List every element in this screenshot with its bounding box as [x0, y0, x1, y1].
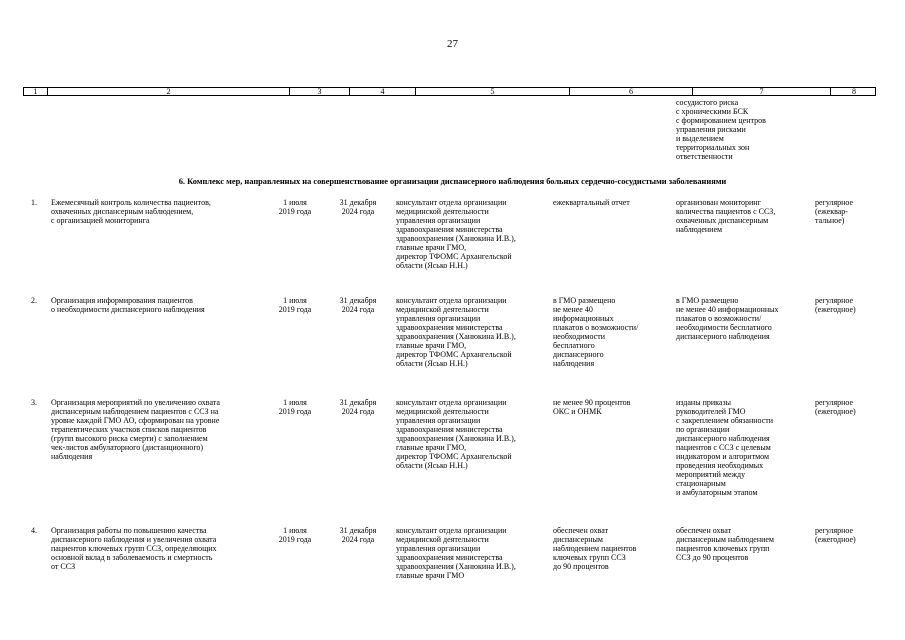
measure-text-line: диспансерным наблюдением пациентов с ССЗ на	[51, 407, 219, 416]
responsible-line: здравоохранения (Ханюкина И.В.),	[396, 332, 516, 341]
measure-text-line: терапевтических участков списков пациентов	[51, 425, 207, 434]
continuation-col7-line: территориальных зон	[676, 143, 750, 152]
responsible-line: области (Ясько Н.Н.)	[396, 359, 468, 368]
result-line: и амбулаторным этапом	[676, 488, 758, 497]
measure-text-line: о необходимости диспансерного наблюдения	[51, 305, 205, 314]
measure-text-line: охваченных диспансерным наблюдением,	[51, 207, 194, 216]
result-line: диспансерным наблюдением	[676, 535, 774, 544]
measure-text-line: с организацией мониторинга	[51, 216, 150, 225]
result-line: не менее 40 информационных	[676, 305, 779, 314]
indicator-line: ключевых групп ССЗ	[553, 553, 626, 562]
continuation-col7-line: с хроническими БСК	[676, 107, 749, 116]
indicator-line: наблюдения	[553, 359, 595, 368]
header-col-5: 5	[415, 88, 569, 95]
start-date-line: 2019 года	[278, 305, 312, 314]
responsible-line: управления организации	[396, 416, 481, 425]
result-line: ССЗ до 90 процентов	[676, 553, 749, 562]
indicator-line: ОКС и ОНМК	[553, 407, 602, 416]
measure-text-line: уровне каждой ГМО АО, сформирован на уровне	[51, 416, 220, 425]
row-number-line: 4.	[31, 526, 37, 535]
frequency-line: регулярное	[815, 198, 854, 207]
responsible-line: управления организации	[396, 216, 481, 225]
result-line: руководителей ГМО	[676, 407, 746, 416]
end-date-line: 2024 года	[341, 305, 375, 314]
measure-text-line: от ССЗ	[51, 562, 76, 571]
indicator-line: до 90 процентов	[553, 562, 609, 571]
frequency-line: (ежегодное)	[815, 305, 856, 314]
continuation-col7-line: и выделением	[676, 134, 724, 143]
result-line: охваченных диспансерным	[676, 216, 769, 225]
end-date-line: 31 декабря	[339, 398, 377, 407]
responsible-line: главные врачи ГМО,	[396, 443, 467, 452]
result-line: количества пациентов с ССЗ,	[676, 207, 776, 216]
indicator-line: не менее 40	[553, 305, 593, 314]
result-line: плакатов о возможности/	[676, 314, 762, 323]
frequency-line: (ежегодное)	[815, 535, 856, 544]
measure-text-line: Организация мероприятий по увеличению охвата	[51, 398, 220, 407]
result-line: индикатором и алгоритмом	[676, 452, 770, 461]
result-line: в ГМО размещено	[676, 296, 739, 305]
measure-text-line: основной вклад в заболеваемость и смертность	[51, 553, 213, 562]
end-date-line: 31 декабря	[339, 296, 377, 305]
indicator-line: диспансерного	[553, 350, 604, 359]
measure-text-line: чек-листов амбулаторного (дистанционного)	[51, 443, 204, 452]
responsible-line: области (Ясько Н.Н.)	[396, 461, 468, 470]
frequency-line: тальное)	[815, 216, 845, 225]
row-number-line: 3.	[31, 398, 37, 407]
start-date-line: 2019 года	[278, 207, 312, 216]
end-date-line: 2024 года	[341, 407, 375, 416]
frequency-line: (ежеквар-	[815, 207, 848, 216]
responsible-line: здравоохранения министерства	[396, 323, 503, 332]
measure-text-line: диспансерного наблюдения и увеличения охвата	[51, 535, 217, 544]
result-line: проведения необходимых	[676, 461, 764, 470]
responsible-line: здравоохранения министерства	[396, 425, 503, 434]
responsible-line: области (Ясько Н.Н.)	[396, 261, 468, 270]
indicator-line: обеспечен охват	[553, 526, 609, 535]
responsible-line: здравоохранения (Ханюкина И.В.),	[396, 434, 516, 443]
indicator-line: диспансерным	[553, 535, 603, 544]
indicator-line: информационных	[553, 314, 614, 323]
measure-text-line: Ежемесячный контроль количества пациентов,	[51, 198, 211, 207]
frequency-line: регулярное	[815, 526, 854, 535]
indicator-line: в ГМО размещено	[553, 296, 616, 305]
result-line: необходимости бесплатного	[676, 323, 772, 332]
measure-text-line: Организация работы по повышению качества	[51, 526, 207, 535]
responsible-line: директор ТФОМС Архангельской	[396, 252, 512, 261]
responsible-line: медицинской деятельности	[396, 207, 489, 216]
end-date-line: 2024 года	[341, 207, 375, 216]
responsible-line: директор ТФОМС Архангельской	[396, 350, 512, 359]
responsible-line: главные врачи ГМО,	[396, 341, 467, 350]
frequency-line: регулярное	[815, 398, 854, 407]
start-date-line: 2019 года	[278, 535, 312, 544]
responsible-line: здравоохранения (Ханюкина И.В.),	[396, 234, 516, 243]
responsible-line: директор ТФОМС Архангельской	[396, 452, 512, 461]
result-line: диспансерного наблюдения	[676, 332, 770, 341]
indicator-line: бесплатного	[553, 341, 595, 350]
row-number-line: 2.	[31, 296, 37, 305]
indicator-line: необходимости	[553, 332, 606, 341]
table-header-row	[23, 87, 876, 96]
measure-text-line: пациентов ключевых групп ССЗ, определяющих	[51, 544, 217, 553]
section-title: 6. Комплекс мер, направленных на совершенствование организации диспансерного наблюдения больных сердечно-сосудистыми заболеваниями	[178, 177, 727, 186]
page-number: 27	[447, 38, 458, 50]
frequency-line: регулярное	[815, 296, 854, 305]
continuation-col7-line: с формированием центров	[676, 116, 766, 125]
start-date-line: 1 июля	[283, 198, 307, 207]
header-col-8: 8	[830, 88, 877, 95]
responsible-line: медицинской деятельности	[396, 535, 489, 544]
end-date-line: 2024 года	[341, 535, 375, 544]
result-line: мероприятий между	[676, 470, 746, 479]
responsible-line: консультант отдела организации	[396, 526, 507, 535]
measure-text-line: Организация информирования пациентов	[51, 296, 193, 305]
responsible-line: главные врачи ГМО,	[396, 243, 467, 252]
header-col-2: 2	[47, 88, 289, 95]
measure-text-line: (групп высокого риска смерти) с заполнением	[51, 434, 208, 443]
result-line: по организации	[676, 425, 730, 434]
responsible-line: консультант отдела организации	[396, 198, 507, 207]
responsible-line: управления организации	[396, 314, 481, 323]
indicator-line: плакатов о возможности/	[553, 323, 639, 332]
result-line: диспансерного наблюдения	[676, 434, 770, 443]
responsible-line: здравоохранения (Ханюкина И.В.),	[396, 562, 516, 571]
result-line: наблюдением	[676, 225, 723, 234]
continuation-col7-line: ответственности	[676, 152, 733, 161]
header-col-7: 7	[692, 88, 830, 95]
start-date-line: 1 июля	[283, 296, 307, 305]
result-line: пациентов ключевых групп	[676, 544, 770, 553]
continuation-col7-line: управления рисками	[676, 125, 746, 134]
frequency-line: (ежегодное)	[815, 407, 856, 416]
header-col-3: 3	[289, 88, 349, 95]
responsible-line: главные врачи ГМО	[396, 571, 465, 580]
start-date-line: 1 июля	[283, 398, 307, 407]
indicator-line: наблюдением пациентов	[553, 544, 637, 553]
measure-text-line: наблюдения	[51, 452, 93, 461]
result-line: пациентов с ССЗ с целевым	[676, 443, 771, 452]
header-col-4: 4	[349, 88, 415, 95]
responsible-line: консультант отдела организации	[396, 398, 507, 407]
responsible-line: здравоохранения министерства	[396, 225, 503, 234]
result-line: стационарным	[676, 479, 726, 488]
responsible-line: здравоохранения министерства	[396, 553, 503, 562]
result-line: изданы приказы	[676, 398, 731, 407]
result-line: обеспечен охват	[676, 526, 732, 535]
start-date-line: 1 июля	[283, 526, 307, 535]
responsible-line: медицинской деятельности	[396, 407, 489, 416]
responsible-line: управления организации	[396, 544, 481, 553]
result-line: организован мониторинг	[676, 198, 761, 207]
end-date-line: 31 декабря	[339, 198, 377, 207]
end-date-line: 31 декабря	[339, 526, 377, 535]
responsible-line: медицинской деятельности	[396, 305, 489, 314]
continuation-col7-line: сосудистого риска	[676, 98, 739, 107]
header-col-1: 1	[33, 87, 38, 96]
header-col-6: 6	[569, 88, 692, 95]
result-line: с закреплением обязанности	[676, 416, 774, 425]
indicator-line: ежеквартальный отчет	[553, 198, 630, 207]
start-date-line: 2019 года	[278, 407, 312, 416]
indicator-line: не менее 90 процентов	[553, 398, 631, 407]
responsible-line: консультант отдела организации	[396, 296, 507, 305]
row-number-line: 1.	[31, 198, 37, 207]
